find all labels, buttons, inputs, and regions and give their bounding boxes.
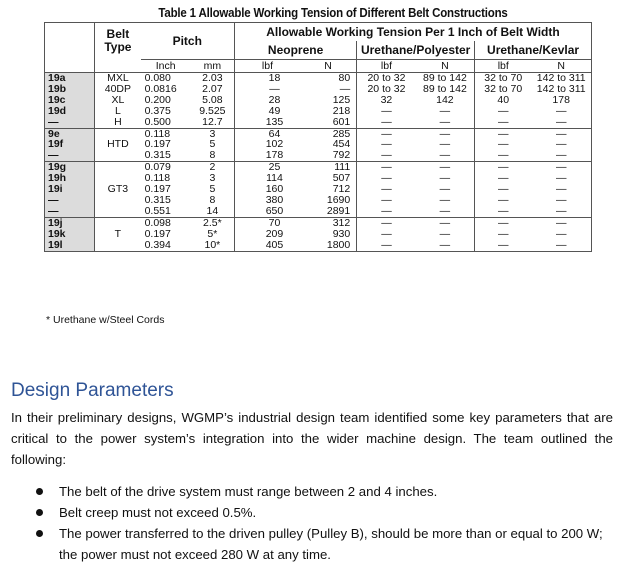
table-row bbox=[45, 117, 592, 128]
unit-neo-lbf: lbf bbox=[234, 60, 300, 73]
row-id-cell: — bbox=[45, 150, 95, 161]
up-lbf-cell: — bbox=[357, 206, 416, 217]
neo-n-cell: 2891 bbox=[300, 206, 357, 217]
pitch-mm-cell: 2.07 bbox=[191, 84, 235, 95]
uk-lbf-cell: 32 to 70 bbox=[475, 73, 532, 84]
row-id-cell: 9e bbox=[45, 128, 95, 139]
neo-n-cell: 1800 bbox=[300, 240, 357, 251]
pitch-inch-cell: 0.0816 bbox=[144, 83, 177, 95]
pitch-mm-cell: 3 bbox=[191, 128, 235, 139]
neo-lbf-cell: 25 bbox=[268, 161, 281, 174]
belt-type-cell: 40DP bbox=[104, 83, 132, 95]
pitch-inch-cell: 0.551 bbox=[141, 206, 191, 217]
uk-n-cell: — bbox=[531, 240, 591, 251]
unit-inch: Inch bbox=[141, 60, 191, 73]
pitch-inch-cell: 0.197 bbox=[144, 139, 171, 151]
up-n-cell: — bbox=[439, 184, 451, 195]
id-column-header bbox=[45, 23, 95, 73]
row-id-cell: 19k bbox=[45, 229, 95, 240]
uk-lbf-cell: — bbox=[475, 229, 532, 240]
uk-lbf-cell: — bbox=[475, 162, 532, 173]
neo-n-cell: 111 bbox=[334, 161, 351, 174]
table-title: Table 1 Allowable Working Tension of Different Belt Constructions bbox=[158, 6, 508, 20]
up-lbf-cell: — bbox=[357, 117, 416, 128]
allowable-tension-header: Allowable Working Tension Per 1 Inch of Belt Width bbox=[234, 23, 591, 42]
row-id-cell: 19a bbox=[45, 73, 95, 84]
row-id-cell: — bbox=[45, 206, 95, 217]
uk-n-cell: 142 to 311 bbox=[531, 84, 591, 95]
uk-n-cell: — bbox=[531, 217, 591, 228]
neo-lbf-cell: 28 bbox=[268, 94, 281, 106]
row-id-cell: 19g bbox=[45, 162, 95, 173]
urethane-polyester-header: Urethane/Polyester bbox=[357, 41, 475, 60]
belt-type-cell: HTD bbox=[107, 139, 129, 151]
table-row bbox=[45, 217, 592, 228]
pitch-inch-cell: 0.200 bbox=[144, 94, 171, 106]
uk-n-cell: — bbox=[531, 173, 591, 184]
parameter-item bbox=[34, 481, 614, 502]
pitch-mm-cell: 5.08 bbox=[191, 95, 235, 106]
uk-lbf-cell: — bbox=[475, 195, 532, 206]
bullet-icon bbox=[36, 509, 43, 516]
uk-n-cell: 178 bbox=[531, 95, 591, 106]
neo-n-cell: — bbox=[339, 83, 351, 95]
neo-lbf-cell: — bbox=[269, 83, 280, 95]
belt-type-cell: T bbox=[114, 228, 122, 240]
up-lbf-cell: — bbox=[357, 195, 416, 206]
parameter-item bbox=[34, 523, 614, 565]
uk-n-cell: — bbox=[531, 184, 591, 195]
table-row bbox=[45, 150, 592, 161]
uk-lbf-cell: — bbox=[475, 206, 532, 217]
belt-type-header: Belt Type bbox=[95, 23, 141, 60]
uk-n-cell: — bbox=[531, 229, 591, 240]
belt-type-cell bbox=[95, 206, 141, 217]
pitch-mm-cell: 5 bbox=[191, 184, 235, 195]
uk-n-cell: — bbox=[531, 195, 591, 206]
neo-lbf-cell: 49 bbox=[268, 105, 281, 117]
up-n-cell: — bbox=[439, 128, 451, 140]
uk-n-cell: 142 to 311 bbox=[531, 73, 591, 84]
pitch-inch-cell: 0.118 bbox=[144, 173, 171, 185]
pitch-mm-cell: 3 bbox=[191, 173, 235, 184]
urethane-kevlar-header: Urethane/Kevlar bbox=[475, 41, 592, 60]
neo-lbf-cell: 64 bbox=[268, 128, 281, 140]
neo-lbf-cell: 70 bbox=[268, 217, 281, 229]
parameter-item bbox=[34, 502, 614, 523]
neo-lbf-cell: 18 bbox=[268, 72, 281, 84]
up-n-cell: — bbox=[439, 217, 451, 229]
up-lbf-cell: — bbox=[357, 184, 416, 195]
uk-lbf-cell: — bbox=[475, 117, 532, 128]
up-n-cell: — bbox=[416, 117, 475, 128]
row-id-cell: 19b bbox=[45, 84, 95, 95]
unit-neo-n: N bbox=[300, 60, 357, 73]
uk-lbf-cell: — bbox=[475, 106, 532, 117]
pitch-inch-cell: 0.197 bbox=[144, 184, 171, 195]
up-n-cell: — bbox=[439, 105, 451, 117]
uk-n-cell: — bbox=[531, 128, 591, 139]
belt-type-cell bbox=[95, 217, 141, 228]
pitch-mm-cell: 14 bbox=[191, 206, 235, 217]
table-row bbox=[45, 173, 592, 184]
pitch-mm-cell: 8 bbox=[191, 195, 235, 206]
neo-lbf-cell: 209 bbox=[265, 228, 284, 240]
section-intro: In their preliminary designs, WGMP’s industrial design team identified some key parameters that are critical to the power system’s integration into the wider machine design. The team outlined the following: bbox=[11, 410, 613, 467]
parameter-text: The power transferred to the driven pulley (Pulley B), should be more than or equal to 200 W; the power must not exceed 280 W at any time. bbox=[59, 526, 603, 562]
neo-lbf-cell: 650 bbox=[234, 206, 300, 217]
up-lbf-cell: 20 to 32 bbox=[357, 84, 416, 95]
pitch-mm-cell: 10* bbox=[191, 240, 235, 251]
up-n-cell: 89 to 142 bbox=[423, 83, 467, 95]
uk-n-cell: — bbox=[531, 162, 591, 173]
unit-uk-lbf: lbf bbox=[475, 60, 532, 73]
parameter-list bbox=[34, 481, 614, 565]
section-heading: Design Parameters bbox=[11, 380, 174, 401]
pitch-inch-cell: 0.394 bbox=[141, 240, 191, 251]
up-lbf-cell: — bbox=[357, 240, 416, 251]
belt-type-cell bbox=[95, 128, 141, 139]
pitch-inch-cell: 0.500 bbox=[141, 117, 191, 128]
uk-lbf-cell: — bbox=[475, 139, 532, 150]
row-id-cell: 19l bbox=[45, 240, 95, 251]
up-lbf-cell: — bbox=[357, 162, 416, 173]
neo-lbf-cell: 135 bbox=[234, 117, 300, 128]
unit-up-lbf: lbf bbox=[357, 60, 416, 73]
row-id-cell: 19c bbox=[45, 95, 95, 106]
neo-n-cell: 712 bbox=[332, 184, 351, 195]
neo-n-cell: 218 bbox=[332, 105, 351, 117]
pitch-inch-cell: 0.079 bbox=[144, 161, 171, 174]
neo-n-cell: 507 bbox=[332, 173, 351, 185]
row-id-cell: 19j bbox=[45, 217, 95, 228]
table-row bbox=[45, 162, 592, 173]
uk-lbf-cell: — bbox=[475, 240, 532, 251]
table-row bbox=[45, 95, 592, 106]
belt-type-cell: MXL bbox=[107, 72, 129, 84]
up-lbf-cell: — bbox=[357, 150, 416, 161]
up-n-cell: 142 bbox=[436, 94, 454, 106]
pitch-inch-cell: 0.080 bbox=[144, 72, 171, 84]
table-row bbox=[45, 195, 592, 206]
uk-n-cell: — bbox=[531, 206, 591, 217]
up-n-cell: — bbox=[416, 240, 475, 251]
parameter-text: Belt creep must not exceed 0.5%. bbox=[59, 505, 257, 520]
table-row bbox=[45, 106, 592, 117]
pitch-header: Pitch bbox=[141, 23, 235, 60]
up-n-cell: — bbox=[439, 194, 451, 206]
up-lbf-cell: — bbox=[357, 106, 416, 117]
up-n-cell: 89 to 142 bbox=[423, 72, 467, 84]
uk-n-cell: — bbox=[531, 139, 591, 150]
uk-lbf-cell: — bbox=[475, 150, 532, 161]
pitch-mm-cell: 9.525 bbox=[191, 106, 235, 117]
neoprene-header: Neoprene bbox=[234, 41, 356, 60]
pitch-mm-cell: 2 bbox=[191, 162, 235, 173]
uk-lbf-cell: — bbox=[475, 173, 532, 184]
neo-n-cell: 312 bbox=[332, 217, 351, 229]
pitch-mm-cell: 5* bbox=[191, 229, 235, 240]
uk-n-cell: — bbox=[531, 150, 591, 161]
table-row bbox=[45, 184, 592, 195]
pitch-inch-cell: 0.315 bbox=[141, 150, 191, 161]
up-n-cell: — bbox=[439, 173, 451, 185]
belt-type-cell bbox=[95, 150, 141, 161]
up-n-cell: — bbox=[416, 150, 475, 161]
row-id-cell: 19i bbox=[45, 184, 95, 195]
neo-n-cell: 930 bbox=[332, 228, 351, 240]
neo-lbf-cell: 380 bbox=[265, 194, 284, 206]
neo-lbf-cell: 405 bbox=[234, 240, 300, 251]
table-row bbox=[45, 139, 592, 150]
belt-type-cell bbox=[95, 195, 141, 206]
unit-up-n: N bbox=[416, 60, 475, 73]
table-body bbox=[45, 73, 592, 252]
neo-n-cell: 285 bbox=[332, 128, 351, 140]
row-id-cell: 19h bbox=[45, 173, 95, 184]
neo-lbf-cell: 114 bbox=[266, 173, 283, 185]
table-row bbox=[45, 73, 592, 84]
belt-tension-table bbox=[44, 22, 592, 252]
table-row bbox=[45, 240, 592, 251]
uk-lbf-cell: 32 to 70 bbox=[475, 84, 532, 95]
bullet-icon bbox=[36, 488, 43, 495]
belt-type-cell: XL bbox=[111, 94, 125, 106]
uk-n-cell: — bbox=[531, 106, 591, 117]
neo-n-cell: 792 bbox=[300, 150, 357, 161]
unit-uk-n: N bbox=[531, 60, 591, 73]
parameter-text: The belt of the drive system must range between 2 and 4 inches. bbox=[59, 484, 438, 499]
table-row bbox=[45, 229, 592, 240]
uk-lbf-cell: — bbox=[475, 128, 532, 139]
neo-lbf-cell: 178 bbox=[234, 150, 300, 161]
unit-mm: mm bbox=[191, 60, 235, 73]
table-row bbox=[45, 128, 592, 139]
uk-n-cell: — bbox=[531, 117, 591, 128]
table-footnote: * Urethane w/Steel Cords bbox=[46, 314, 165, 326]
up-n-cell: — bbox=[416, 206, 475, 217]
neo-n-cell: 601 bbox=[300, 117, 357, 128]
neo-n-cell: 1690 bbox=[326, 194, 351, 206]
up-n-cell: — bbox=[439, 228, 451, 240]
neo-lbf-cell: 102 bbox=[265, 139, 284, 151]
neo-n-cell: 80 bbox=[338, 72, 351, 84]
up-lbf-cell: — bbox=[357, 217, 416, 228]
pitch-mm-cell: 12.7 bbox=[191, 117, 235, 128]
pitch-mm-cell: 5 bbox=[191, 139, 235, 150]
pitch-inch-cell: 0.098 bbox=[144, 217, 171, 229]
pitch-inch-cell: 0.197 bbox=[144, 228, 171, 240]
pitch-mm-cell: 8 bbox=[191, 150, 235, 161]
up-lbf-cell: — bbox=[357, 128, 416, 139]
belt-type-cell: H bbox=[95, 117, 141, 128]
table-row bbox=[45, 206, 592, 217]
uk-lbf-cell: — bbox=[475, 217, 532, 228]
neo-n-cell: 454 bbox=[332, 139, 351, 151]
belt-type-cell: L bbox=[114, 105, 121, 117]
row-id-cell: 19f bbox=[45, 139, 95, 150]
pitch-mm-cell: 2.03 bbox=[191, 73, 235, 84]
belt-type-cell: GT3 bbox=[107, 184, 129, 195]
uk-lbf-cell: — bbox=[475, 184, 532, 195]
pitch-inch-cell: 0.375 bbox=[144, 105, 171, 117]
up-lbf-cell: — bbox=[357, 229, 416, 240]
belt-type-cell bbox=[95, 162, 141, 173]
up-lbf-cell: 20 to 32 bbox=[357, 73, 416, 84]
up-n-cell: — bbox=[439, 161, 451, 174]
pitch-mm-cell: 2.5* bbox=[191, 217, 235, 228]
belt-type-cell bbox=[95, 240, 141, 251]
neo-n-cell: 125 bbox=[332, 94, 351, 106]
row-id-cell: — bbox=[45, 117, 95, 128]
uk-lbf-cell: 40 bbox=[475, 95, 532, 106]
pitch-inch-cell: 0.315 bbox=[144, 194, 171, 206]
pitch-inch-cell: 0.118 bbox=[144, 128, 171, 140]
up-lbf-cell: — bbox=[357, 139, 416, 150]
belt-type-cell bbox=[95, 173, 141, 184]
unit-blank bbox=[95, 60, 141, 73]
up-lbf-cell: 32 bbox=[357, 95, 416, 106]
up-lbf-cell: — bbox=[357, 173, 416, 184]
row-id-cell: — bbox=[45, 195, 95, 206]
bullet-icon bbox=[36, 530, 43, 537]
table-row bbox=[45, 84, 592, 95]
belt-table-container bbox=[44, 4, 592, 252]
neo-lbf-cell: 160 bbox=[265, 184, 284, 195]
up-n-cell: — bbox=[439, 139, 451, 151]
row-id-cell: 19d bbox=[45, 106, 95, 117]
